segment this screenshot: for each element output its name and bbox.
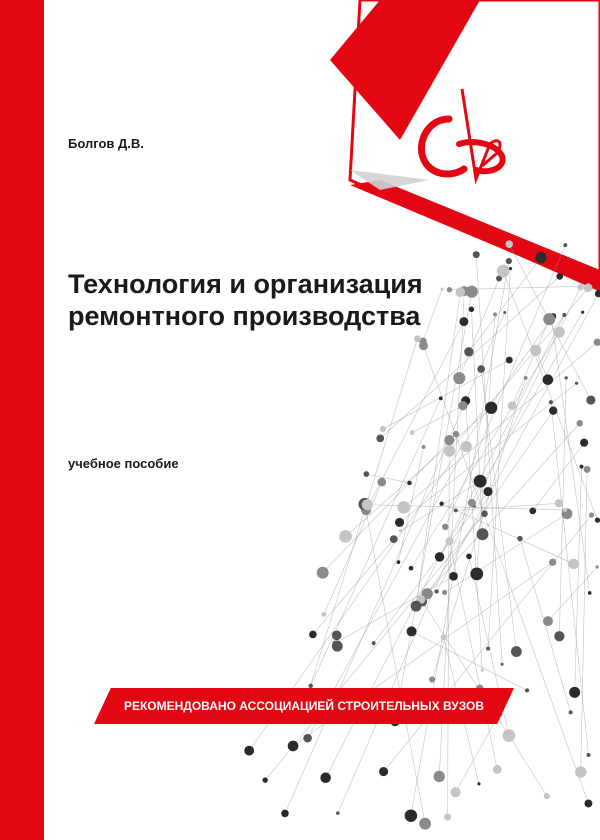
network-node (575, 382, 578, 385)
network-node (422, 445, 426, 449)
network-node (517, 536, 523, 542)
network-node (596, 565, 599, 568)
network-node (477, 365, 485, 373)
network-node (435, 552, 445, 562)
network-node (584, 466, 591, 473)
network-node (439, 502, 443, 506)
network-node (288, 741, 299, 752)
network-node (549, 406, 557, 414)
network-node (535, 252, 546, 263)
network-node (407, 481, 411, 485)
network-node (410, 430, 415, 435)
network-node (414, 335, 421, 342)
network-node (442, 590, 447, 595)
network-node (580, 465, 584, 469)
network-node (332, 641, 343, 652)
network-node (468, 499, 476, 507)
network-node (524, 376, 528, 380)
network-node (244, 746, 254, 756)
network-node (332, 630, 342, 640)
network-node (595, 290, 600, 297)
network-node (466, 554, 472, 560)
network-node (473, 251, 480, 258)
network-node (477, 528, 489, 540)
recommendation-banner (94, 688, 514, 724)
network-node (578, 284, 583, 289)
network-node (439, 397, 443, 401)
network-node (451, 787, 461, 797)
network-node (464, 347, 473, 356)
network-node (508, 401, 517, 410)
network-node (405, 809, 417, 821)
title-line: ремонтного производства (68, 301, 421, 331)
network-node (390, 535, 398, 543)
asv-monogram-logo (404, 84, 524, 194)
network-node (486, 646, 490, 650)
network-node (555, 499, 563, 507)
network-node (554, 631, 564, 641)
network-node (588, 591, 592, 595)
network-node (444, 445, 455, 456)
network-node (453, 431, 460, 438)
network-node (584, 283, 593, 292)
network-node (563, 508, 567, 512)
author-name: Болгов Д.В. (68, 136, 144, 151)
network-node (543, 616, 553, 626)
network-node (502, 729, 515, 742)
network-node (477, 782, 480, 785)
network-node (530, 345, 541, 356)
network-node (553, 326, 564, 337)
network-node (474, 475, 487, 488)
network-node (379, 767, 388, 776)
network-node (501, 663, 504, 666)
network-node (363, 471, 369, 477)
network-node (569, 710, 573, 714)
network-node (435, 589, 439, 593)
network-node (565, 376, 568, 379)
network-node (493, 765, 502, 774)
banner-text: РЕКОМЕНДОВАНО АССОЦИАЦИЕЙ СТРОИТЕЛЬНЫХ ВУЗОВ (123, 699, 485, 713)
network-node (336, 811, 340, 815)
network-node (444, 435, 454, 445)
network-node (320, 772, 331, 783)
network-node (262, 777, 267, 782)
network-node (543, 313, 555, 325)
network-node (470, 567, 483, 580)
network-node (481, 510, 488, 517)
network-node (458, 401, 467, 410)
network-node (454, 508, 458, 512)
network-node (419, 818, 431, 830)
network-node (442, 524, 448, 530)
network-node (543, 374, 554, 385)
network-node (549, 400, 553, 404)
network-node (569, 687, 580, 698)
network-node (372, 641, 376, 645)
network-node (529, 507, 536, 514)
network-node (586, 753, 590, 757)
network-node (577, 420, 583, 426)
network-node (506, 258, 512, 264)
network-node (397, 560, 401, 564)
network-node (281, 810, 289, 818)
network-node (407, 626, 417, 636)
network-node (506, 357, 513, 364)
network-node (595, 518, 600, 523)
network-node (575, 766, 586, 777)
network-node (397, 501, 410, 514)
network-node (556, 273, 563, 280)
network-node (505, 240, 513, 248)
network-node (563, 243, 567, 247)
network-node (441, 634, 447, 640)
network-node (544, 793, 550, 799)
network-node (409, 566, 414, 571)
network-node (483, 487, 492, 496)
book-subtitle: учебное пособие (68, 456, 179, 471)
network-node (429, 676, 435, 682)
network-node (584, 800, 592, 808)
network-node (446, 537, 454, 545)
network-node (303, 734, 312, 743)
network-node (449, 572, 458, 581)
network-node (377, 478, 386, 487)
network-node (481, 669, 484, 672)
network-node (562, 313, 566, 317)
network-node (434, 771, 445, 782)
network-node (586, 395, 595, 404)
network-node (362, 499, 373, 510)
network-node (461, 441, 472, 452)
book-title (68, 268, 508, 332)
network-node (322, 612, 327, 617)
network-node (380, 426, 386, 432)
network-node (317, 567, 329, 579)
network-node (485, 402, 497, 414)
network-node (309, 631, 317, 639)
network-node (589, 512, 594, 517)
network-node (568, 559, 578, 569)
network-node (525, 688, 529, 692)
network-node (339, 530, 352, 543)
network-node (395, 518, 404, 527)
network-node (411, 601, 422, 612)
network-node (581, 311, 584, 314)
network-node (549, 559, 556, 566)
network-node (444, 814, 451, 821)
title-line: Технология и организация (68, 269, 423, 299)
network-node (376, 435, 384, 443)
network-node (399, 529, 402, 532)
network-node (511, 646, 522, 657)
network-node (453, 372, 465, 384)
network-node (580, 439, 588, 447)
